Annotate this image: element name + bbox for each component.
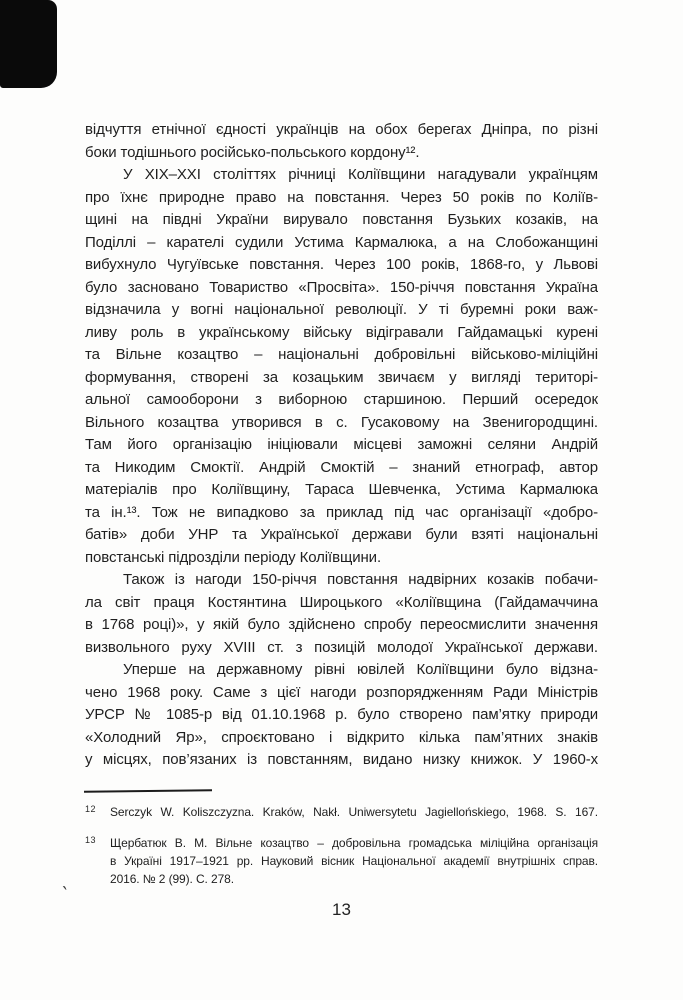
footnote-line: Serczyk W. Koliszczyzna. Kraków, Nakł. Uniwersytetu Jagiellońskiego, 1968. S. 167.: [110, 805, 598, 819]
body-line: відчуття етнічної єдності українців на обох берегах Дніпра, по різні: [85, 121, 598, 138]
body-line: альної самооборони з виборною старшиною. Перший осередок: [85, 391, 598, 408]
body-line: боки тодішнього російсько-польського кордону¹².: [85, 143, 420, 161]
scan-artifact-corner: [0, 0, 57, 88]
body-line: щині на півдні України вирувало повстання Бузьких козаків, на: [85, 211, 598, 228]
body-line: матеріалів про Коліївщину, Тараса Шевченка, Устима Кармалюка: [85, 481, 598, 498]
footnote-line: в Україні 1917–1921 рр. Науковий вісник Національної академії внутрішніх справ.: [110, 854, 598, 868]
body-line: визвольного руху XVIII ст. з позицій молодої Української держави.: [85, 638, 598, 656]
body-line: Уперше на державному рівні ювілей Коліївщини було відзна-: [123, 661, 598, 678]
body-line: про їхнє природне право на повстання. Через 50 років по Коліїв-: [85, 188, 598, 206]
body-line: Поділлі – карателі судили Устима Кармалюка, а на Слобожанщині: [85, 233, 598, 251]
body-line: У XIX–XXI століттях річниці Коліївщини нагадували українцям: [123, 166, 598, 183]
body-line: Також із нагоди 150-річчя повстання надвірних козаків побачи-: [123, 571, 598, 588]
body-line: в 1768 році)», у якій було здійснено спробу переосмислити значення: [85, 616, 598, 633]
body-line: чено 1968 року. Саме з цієї нагоди розпорядженням Ради Міністрів: [85, 683, 598, 701]
body-line: Вільного козацтва утворився в с. Гусаковому на Звенигородщині.: [85, 413, 598, 431]
footnote: [85, 803, 598, 821]
body-line: Там його організацію ініціювали місцеві заможні селяни Андрій: [85, 436, 598, 453]
body-line: «Холодний Яр», спроєктовано і відкрито кілька пам’ятних знаків: [85, 728, 598, 746]
body-line: батів» доби УНР та Української держави були взяті національні: [85, 526, 598, 543]
body-line: та Никодим Смоктії. Андрій Смоктій – знаний етнограф, автор: [85, 458, 598, 476]
page-number: 13: [332, 900, 351, 919]
scan-artifact-mark: `: [57, 883, 69, 907]
body-text: [85, 119, 598, 772]
body-line: відзначила у вогні національної революції. У ті буремні роки важ-: [85, 301, 598, 318]
body-line: ла світ праця Костянтина Широцького «Коліївщина (Гайдамаччина: [85, 593, 598, 611]
footnote-marker: 12: [85, 804, 97, 814]
footnote-line: 2016. № 2 (99). С. 278.: [110, 872, 234, 886]
body-line: та ін.¹³. Тож не випадково за приклад під час організації «добро-: [85, 503, 598, 521]
body-line: у місцях, пов’язаних із повстанням, видано низку книжок. У 1960-х: [85, 751, 598, 768]
footnote-line: Щербатюк В. М. Вільне козацтво – добровільна громадська міліційна організація: [110, 836, 598, 850]
footnote-separator: [84, 789, 212, 793]
body-line: ливу роль в українському війську відігравали Гайдамацькі курені: [85, 323, 598, 341]
body-line: УРСР № 1085-р від 01.10.1968 р. було створено пам’ятку природи: [85, 706, 598, 723]
body-line: повстанські підрозділи періоду Коліївщини.: [85, 548, 382, 566]
body-line: та Вільне козацтво – національні добровільні військово-міліційні: [85, 346, 598, 363]
body-line: вибухнуло Чугуївське повстання. Через 100 років, 1868-го, у Львові: [85, 256, 598, 273]
footnote-marker: 13: [85, 835, 97, 845]
body-line: було засновано Товариство «Просвіта». 150-річчя повстання Україна: [85, 278, 598, 296]
footnote: [85, 834, 598, 888]
footnotes: [85, 803, 598, 901]
body-line: формування, створені за козацьким звичаєм у вигляді територі-: [85, 368, 598, 386]
